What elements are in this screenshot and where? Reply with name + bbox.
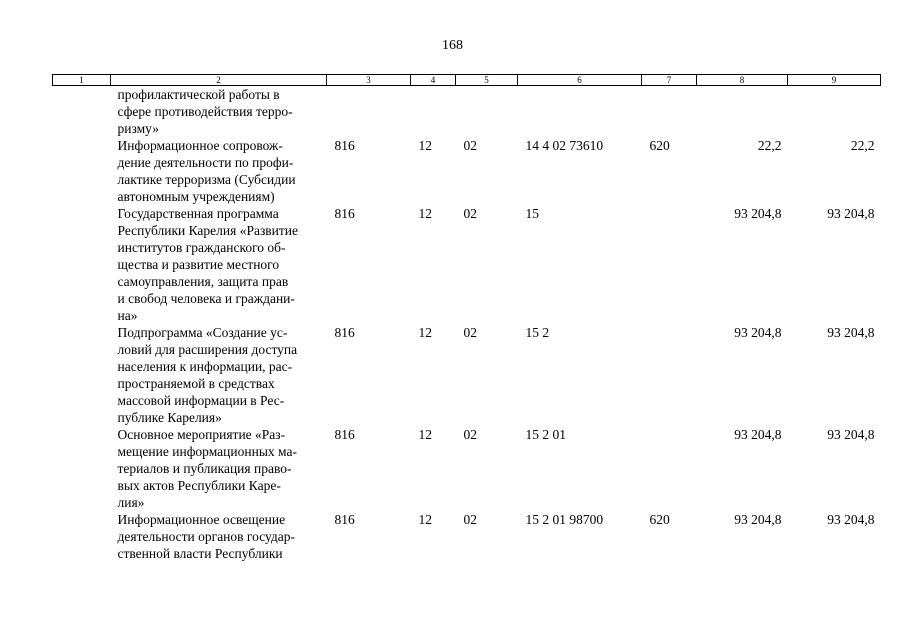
row-name-line: ловий для расширения доступа — [117, 342, 298, 357]
column-number-header — [53, 75, 881, 86]
cell-c5: 02 — [463, 325, 477, 340]
cell-c3: 816 — [334, 206, 355, 221]
cell-c5 — [456, 86, 518, 138]
row-name-line: институтов гражданского об- — [117, 240, 286, 255]
row-name-line: самоуправления, защита прав — [117, 274, 289, 289]
row-name-line: массовой информации в Рес- — [117, 393, 285, 408]
row-name-line: Основное мероприятие «Раз- — [117, 427, 286, 442]
cell-c6: 15 — [525, 206, 539, 221]
cell-c4: 12 — [418, 512, 432, 527]
row-name-cell — [111, 137, 327, 205]
header-col-9: 9 — [788, 75, 881, 86]
cell-c9: 93 204,8 — [827, 325, 875, 340]
cell-c8: 93 204,8 — [734, 325, 782, 340]
cell-c3: 816 — [334, 427, 355, 442]
row-name-line: Государственная программа — [117, 206, 279, 221]
row-name-line: щества и развитие местного — [117, 257, 280, 272]
cell-c8: 93 204,8 — [734, 512, 782, 527]
table-row — [53, 137, 881, 205]
row-name-line: Республики Карелия «Развитие — [117, 223, 299, 238]
cell-c7 — [642, 426, 697, 511]
header-col-3: 3 — [327, 75, 411, 86]
row-name-cell — [111, 426, 327, 511]
row-name-line: сфере противодействия терро- — [117, 104, 293, 119]
row-name-cell — [111, 511, 327, 562]
cell-c6 — [518, 86, 642, 138]
table-body — [53, 86, 881, 563]
cell-c7: 620 — [649, 512, 670, 527]
row-name-line: населения к информации, рас- — [117, 359, 293, 374]
row-name-line: вых актов Республики Каре- — [117, 478, 281, 493]
row-name-line: Информационное освещение — [117, 512, 286, 527]
row-name-line: лактике терроризма (Субсидии — [117, 172, 296, 187]
row-name-line: автономным учреждениям) — [117, 189, 275, 204]
row-name-line: профилактической работы в — [117, 87, 280, 102]
row-name-line: Подпрограмма «Создание ус- — [117, 325, 288, 340]
header-col-6: 6 — [518, 75, 642, 86]
cell-c4: 12 — [418, 206, 432, 221]
cell-c6: 14 4 02 73610 — [525, 138, 604, 153]
cell-c5: 02 — [463, 138, 477, 153]
table-row — [53, 426, 881, 511]
row-name-line: Информационное сопровож- — [117, 138, 283, 153]
cell-c5: 02 — [463, 206, 477, 221]
cell-c5: 02 — [463, 512, 477, 527]
header-col-2: 2 — [111, 75, 327, 86]
cell-col-1 — [53, 205, 111, 324]
row-name-cell — [111, 86, 327, 138]
row-name-line: дение деятельности по профи- — [117, 155, 294, 170]
cell-c3: 816 — [334, 325, 355, 340]
cell-col-1 — [53, 86, 111, 138]
row-name-line: териалов и публикация право- — [117, 461, 292, 476]
cell-c8 — [697, 86, 788, 138]
table-row — [53, 86, 881, 138]
row-name-line: мещение информационных ма- — [117, 444, 297, 459]
row-name-line: лия» — [117, 495, 145, 510]
cell-c9: 93 204,8 — [827, 206, 875, 221]
table-row — [53, 511, 881, 562]
cell-c7: 620 — [649, 138, 670, 153]
cell-c5: 02 — [463, 427, 477, 442]
cell-c3: 816 — [334, 512, 355, 527]
row-name-line: пространяемой в средствах — [117, 376, 275, 391]
cell-c4 — [411, 86, 456, 138]
cell-c8: 93 204,8 — [734, 206, 782, 221]
table-row — [53, 324, 881, 426]
row-name-line: публике Карелия» — [117, 410, 222, 425]
cell-col-1 — [53, 511, 111, 562]
cell-col-1 — [53, 137, 111, 205]
cell-c8: 93 204,8 — [734, 427, 782, 442]
cell-c9: 93 204,8 — [827, 427, 875, 442]
row-name-line: и свобод человека и граждани- — [117, 291, 295, 306]
row-name-line: ризму» — [117, 121, 159, 136]
cell-col-1 — [53, 426, 111, 511]
page-number: 168 — [442, 38, 463, 53]
cell-c6: 15 2 01 98700 — [525, 512, 604, 527]
cell-c7 — [642, 205, 697, 324]
cell-c8: 22,2 — [757, 138, 782, 153]
row-name-line: ственной власти Республики — [117, 546, 283, 561]
header-col-5: 5 — [456, 75, 518, 86]
row-name-cell — [111, 205, 327, 324]
cell-c6: 15 2 01 — [525, 427, 566, 442]
cell-c4: 12 — [418, 427, 432, 442]
header-col-7: 7 — [642, 75, 697, 86]
header-col-8: 8 — [697, 75, 788, 86]
row-name-cell — [111, 324, 327, 426]
budget-table — [52, 74, 881, 562]
cell-c6: 15 2 — [525, 325, 550, 340]
header-col-4: 4 — [411, 75, 456, 86]
cell-c4: 12 — [418, 138, 432, 153]
cell-c3: 816 — [334, 138, 355, 153]
row-name-line: на» — [117, 308, 138, 323]
cell-c9 — [788, 86, 881, 138]
cell-col-1 — [53, 324, 111, 426]
cell-c3 — [327, 86, 411, 138]
cell-c4: 12 — [418, 325, 432, 340]
cell-c9: 22,2 — [850, 138, 875, 153]
row-name-line: деятельности органов государ- — [117, 529, 296, 544]
header-col-1: 1 — [53, 75, 111, 86]
cell-c7 — [642, 324, 697, 426]
cell-c9: 93 204,8 — [827, 512, 875, 527]
table-row — [53, 205, 881, 324]
cell-c7 — [642, 86, 697, 138]
